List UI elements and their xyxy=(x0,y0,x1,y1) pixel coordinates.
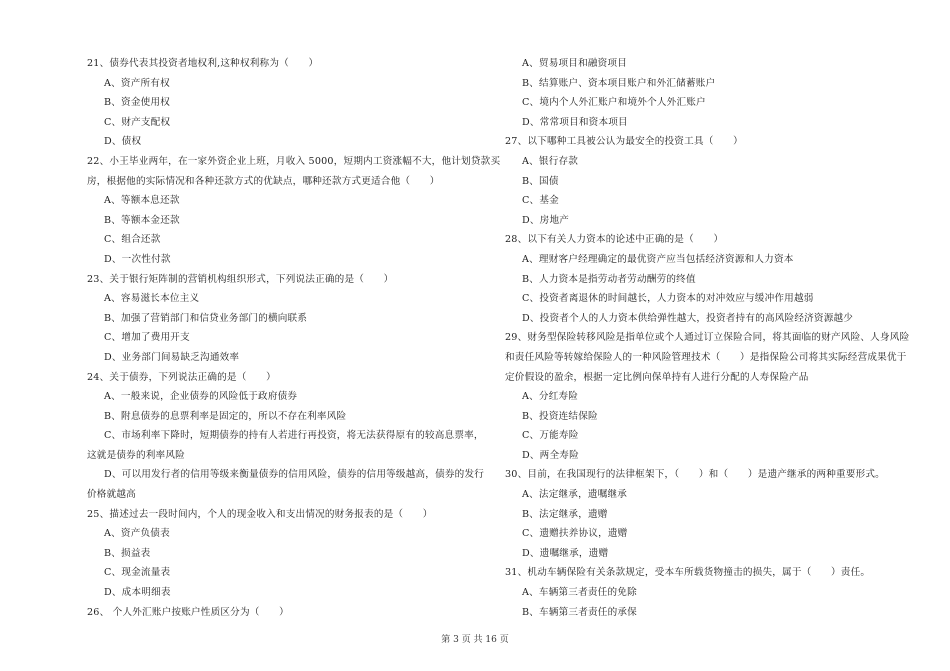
answer-option: C、现金流量表 xyxy=(104,567,171,579)
answer-option: B、结算账户、资本项目账户和外汇储蓄账户 xyxy=(522,77,716,89)
answer-option: A、法定继承，遗嘱继承 xyxy=(522,489,628,501)
question-text: 25、描述过去一段时间内，个人的现金收入和支出情况的财务报表的是（ ） xyxy=(87,508,433,520)
answer-option: A、容易滋长本位主义 xyxy=(104,293,200,305)
answer-option: C、遗赠扶养协议，遗赠 xyxy=(522,528,628,540)
answer-option: C、万能寿险 xyxy=(522,430,579,442)
question-text: 和责任风险等转嫁给保险人的一种风险管理技术（ ）是指保险公司将其实际经营成果优于 xyxy=(505,351,907,363)
answer-option: C、境内个人外汇账户和境外个人外汇账户 xyxy=(522,97,706,109)
answer-option: C、增加了费用开支 xyxy=(104,332,190,344)
answer-option: D、一次性付款 xyxy=(104,253,171,265)
question-text: 21、债券代表其投资者地权利,这种权利称为（ ） xyxy=(87,58,319,69)
question-text: 31、机动车辆保险有关条款规定，受本车所载货物撞击的损失，属于（ ）责任。 xyxy=(505,567,871,579)
answer-option: A、资产负债表 xyxy=(104,528,170,540)
question-text: 定价假设的盈余，根据一定比例向保单持有人进行分配的人寿保险产品 xyxy=(505,371,809,383)
answer-option: A、资产所有权 xyxy=(104,77,170,89)
answer-option: B、投资连结保险 xyxy=(522,410,598,422)
answer-option: A、贸易项目和融资项目 xyxy=(522,58,628,69)
answer-option: A、等额本息还款 xyxy=(104,195,180,207)
question-text: 24、关于债券，下列说法正确的是（ ） xyxy=(87,371,276,383)
answer-option: B、等额本金还款 xyxy=(104,214,180,226)
answer-option: B、加强了营销部门和信贷业务部门的横向联系 xyxy=(104,312,308,324)
question-text: 28、以下有关人力资本的论述中正确的是（ ） xyxy=(505,234,724,246)
answer-option: A、银行存款 xyxy=(522,155,579,167)
answer-option: B、损益表 xyxy=(104,547,151,559)
question-text: 房，根据他的实际情况和各种还款方式的优缺点，哪种还款方式更适合他（ ） xyxy=(87,175,440,187)
answer-option: B、附息债券的息票利率是固定的，所以不存在利率风险 xyxy=(104,410,347,422)
right-column xyxy=(505,54,910,622)
answer-option: C、基金 xyxy=(522,195,559,207)
question-text: 价格就越高 xyxy=(87,489,136,501)
answer-option: C、组合还款 xyxy=(104,234,161,246)
answer-option: D、两全寿险 xyxy=(522,449,579,461)
answer-option: D、可以用发行者的信用等级来衡量债券的信用风险，债券的信用等级越高，债券的发行 xyxy=(104,469,485,481)
answer-option: B、车辆第三者责任的承保 xyxy=(522,606,637,618)
answer-option: D、债权 xyxy=(104,136,142,148)
answer-option: A、理财客户经理确定的最优资产应当包括经济资源和人力资本 xyxy=(522,253,794,265)
answer-option: A、一般来说，企业债券的风险低于政府债券 xyxy=(104,391,298,403)
answer-option: D、遗嘱继承，遗赠 xyxy=(522,547,609,559)
answer-option: B、人力资本是指劳动者劳动酬劳的终值 xyxy=(522,273,696,285)
answer-option: D、成本明细表 xyxy=(104,587,171,599)
answer-option: B、法定继承，遗赠 xyxy=(522,508,608,520)
answer-option: D、房地产 xyxy=(522,214,570,226)
answer-option: D、业务部门间易缺乏沟通效率 xyxy=(104,351,240,363)
question-text: 29、财务型保险转移风险是指单位或个人通过订立保险合同，将其面临的财产风险、人身风险 xyxy=(505,332,910,344)
answer-option: B、资金使用权 xyxy=(104,97,171,109)
question-text: 22、小王毕业两年，在一家外资企业上班，月收入 5000，短期内工资涨幅不大，他计划贷款买 xyxy=(87,155,501,167)
answer-option: D、投资者个人的人力资本供给弹性越大，投资者持有的高风险经济资源越少 xyxy=(522,312,854,324)
answer-option: B、国债 xyxy=(522,175,559,187)
answer-option: A、分红寿险 xyxy=(522,391,579,403)
answer-option: C、财产支配权 xyxy=(104,116,171,128)
answer-option: A、车辆第三者责任的免除 xyxy=(522,587,637,599)
question-text: 26、 个人外汇账户按账户性质区分为（ ） xyxy=(87,606,289,618)
answer-option: C、投资者离退休的时间越长，人力资本的对冲效应与缓冲作用越弱 xyxy=(522,293,814,305)
question-text: 27、以下哪种工具被公认为最安全的投资工具（ ） xyxy=(505,136,743,148)
question-text: 30、目前，在我国现行的法律框架下，（ ）和（ ）是遗产继承的两种重要形式。 xyxy=(505,469,885,481)
question-text: 23、关于银行矩阵制的营销机构组织形式，下列说法正确的是（ ） xyxy=(87,273,394,285)
left-column xyxy=(87,54,501,622)
page-footer: 第 3 页 共 16 页 xyxy=(441,635,509,645)
answer-option: C、市场利率下降时，短期债券的持有人若进行再投资，将无法获得原有的较高息票率， xyxy=(104,430,484,442)
question-text: 这就是债券的利率风险 xyxy=(87,449,185,461)
answer-option: D、常常项目和资本项目 xyxy=(522,116,628,128)
